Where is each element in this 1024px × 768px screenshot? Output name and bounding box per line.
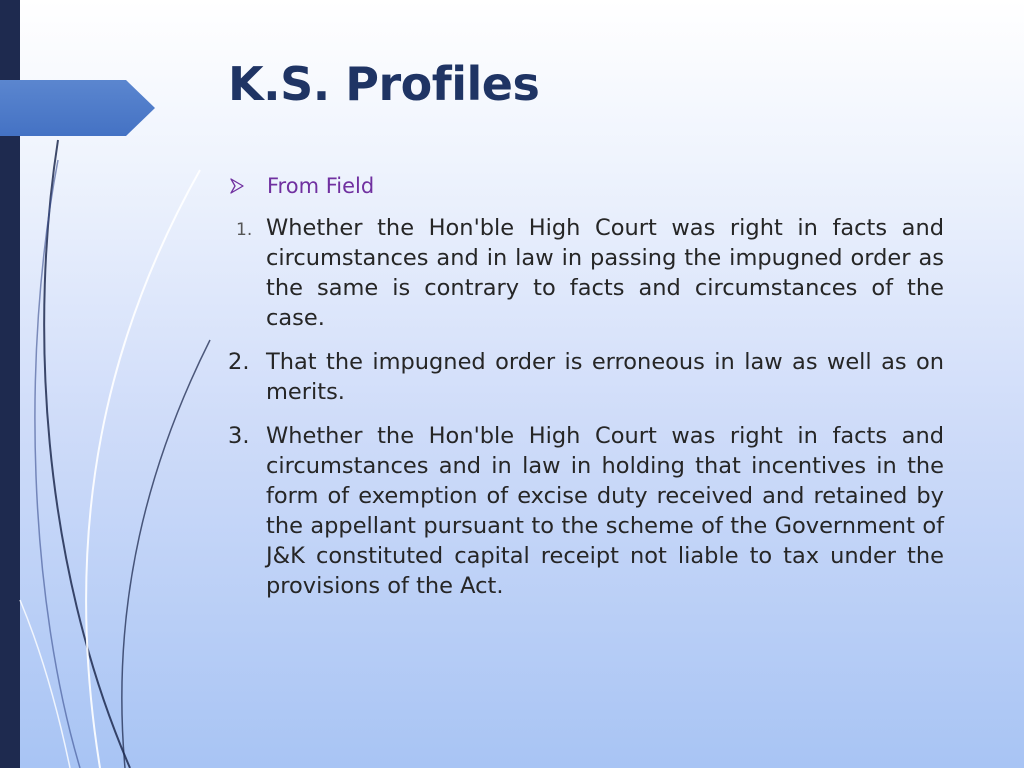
list-item-text: That the impugned order is erroneous in law as well as on merits. xyxy=(266,349,944,405)
list-item xyxy=(228,213,944,333)
section-bullet-text: From Field xyxy=(267,174,375,198)
slide-title: K.S. Profiles xyxy=(228,57,540,111)
list-item-number: 3. xyxy=(228,423,250,449)
numbered-list xyxy=(228,213,944,601)
list-item xyxy=(228,421,944,601)
list-item-number: 1. xyxy=(236,220,253,240)
list-item xyxy=(228,347,944,407)
list-item-text: Whether the Hon'ble High Court was right in facts and circumstances and in law in holding that incentives in the form of exemption of excise duty received and retained by the appellant pursuant to the scheme of the Government of J&K constituted capital receipt not liable to tax under the provisions of the Act. xyxy=(266,423,944,599)
list-item-text: Whether the Hon'ble High Court was right in facts and circumstances and in law in passing the impugned order as the same is contrary to facts and circumstances of the case. xyxy=(266,215,944,331)
section-bullet xyxy=(229,172,944,200)
title-arrow-banner xyxy=(0,80,155,136)
arrow-bullet-icon xyxy=(229,178,245,198)
list-item-number: 2. xyxy=(228,349,250,375)
